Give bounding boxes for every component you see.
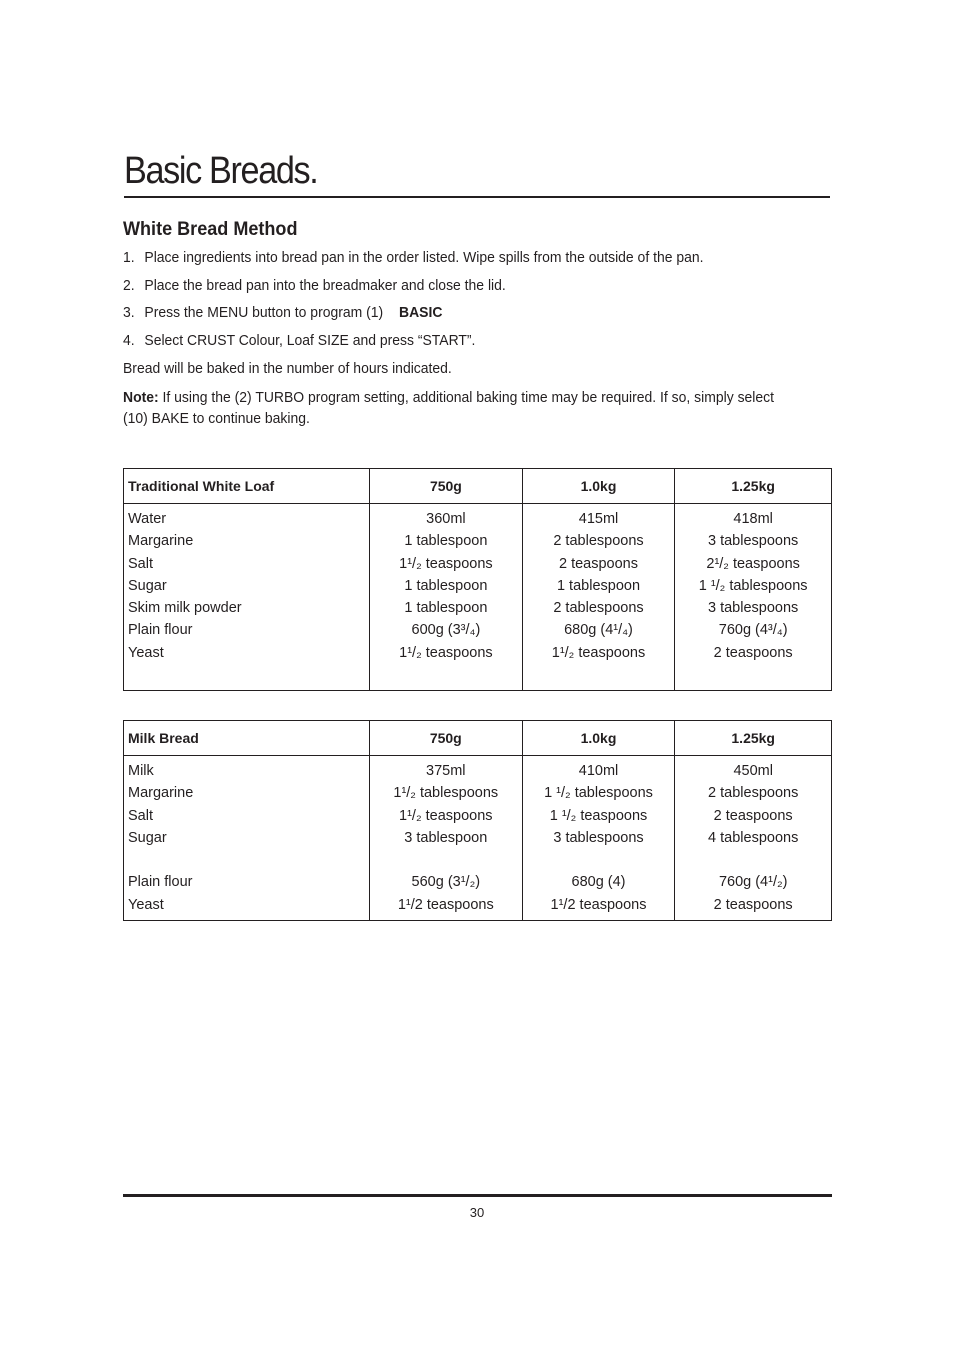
amount-value: 2 teaspoons (713, 644, 793, 661)
amount-value: 2 tablespoons (708, 785, 799, 802)
ingredient-name: Plain flour (128, 874, 193, 891)
amount-value: 360ml (426, 511, 466, 527)
section-heading: White Bread Method (123, 219, 298, 240)
table-header-row (124, 469, 832, 504)
step-number: 1. (123, 249, 135, 266)
amount-value: 2 tablespoons (553, 600, 644, 617)
amount-value: 3 tablespoon (404, 829, 488, 846)
amount-value: 415ml (578, 511, 619, 527)
amount-value: 1¹/₂ teaspoons (399, 807, 493, 824)
amount-value: 1 ¹/₂ tablespoons (698, 577, 808, 594)
size-header: 1.25kg (675, 469, 832, 504)
step-2 (123, 277, 506, 294)
table-header-row (124, 721, 832, 756)
amount-value: 1 tablespoon (404, 533, 488, 550)
amount-value: 600g (3³/₄) (411, 622, 481, 639)
table-title: Traditional White Loaf (124, 469, 370, 504)
amount-value: 2 teaspoons (713, 807, 793, 824)
amount-column-1kg (522, 756, 675, 921)
amount-column-1-25kg (675, 756, 832, 921)
amount-value: 680g (4) (571, 874, 626, 891)
step-text: Place the bread pan into the breadmaker and close the lid. (144, 277, 506, 294)
size-header: 1.25kg (675, 721, 832, 756)
amount-value: 410ml (578, 763, 619, 779)
ingredient-name: Margarine (128, 533, 194, 550)
size-header: 1.0kg (522, 469, 675, 504)
ingredient-name: Salt (128, 807, 153, 824)
amount-value: 1 ¹/₂ teaspoons (549, 807, 648, 824)
page-title: Basic Breads. (124, 150, 318, 192)
step-number: 3. (123, 304, 135, 321)
amount-value: 3 tablespoons (553, 829, 644, 846)
amount-value: 1¹/₂ teaspoons (551, 644, 646, 661)
title-divider (124, 196, 830, 198)
ingredient-name: Yeast (128, 896, 164, 913)
amount-value: 680g (4¹/₄) (564, 622, 633, 639)
amount-value: 1 ¹/₂ tablespoons (544, 785, 653, 802)
ingredient-name: Sugar (128, 829, 167, 846)
page-number: 30 (469, 1205, 485, 1220)
amount-value: 3 tablespoons (708, 600, 799, 617)
ingredient-name: Plain flour (128, 622, 193, 639)
step-number: 4. (123, 332, 135, 349)
amount-value: 2 tablespoons (553, 533, 644, 550)
ingredient-name: Salt (128, 555, 153, 572)
white-loaf-table (123, 468, 832, 691)
ingredient-column (124, 504, 370, 691)
step-1 (123, 249, 703, 266)
footer-divider (123, 1194, 832, 1197)
amount-value: 760g (4³/₄) (718, 622, 788, 639)
amount-value: 375ml (426, 763, 466, 779)
ingredient-name (124, 849, 369, 871)
amount-value: 1¹/2 teaspoons (397, 896, 494, 913)
amount-value (370, 849, 522, 871)
amount-column-1kg (522, 504, 675, 691)
amount-value: 560g (3¹/₂) (411, 874, 481, 891)
table-title: Milk Bread (124, 721, 370, 756)
amount-value: 3 tablespoons (708, 533, 799, 550)
milk-bread-table (123, 720, 832, 921)
ingredient-name: Milk (128, 763, 154, 779)
step-text: Place ingredients into bread pan in the order listed. Wipe spills from the outside of the pan. (144, 249, 704, 266)
amount-value: 760g (4¹/₂) (718, 874, 788, 891)
amount-value (523, 849, 675, 871)
amount-value: 1¹/₂ teaspoons (399, 644, 493, 661)
amount-column-750g (370, 504, 523, 691)
amount-value (675, 849, 831, 871)
amount-value: 4 tablespoons (708, 829, 799, 846)
amount-column-1-25kg (675, 504, 832, 691)
note-text: If using the (2) TURBO program setting, additional baking time may be required. If so, simply select (10) BAKE to continue baking. (123, 389, 775, 427)
amount-value: 1¹/2 teaspoons (550, 896, 647, 913)
program-name: BASIC (398, 304, 443, 321)
amount-value: 418ml (733, 511, 773, 527)
amount-value: 450ml (733, 763, 773, 779)
note-paragraph (123, 387, 793, 429)
ingredient-name: Margarine (128, 785, 194, 802)
amount-value: 1¹/₂ tablespoons (393, 785, 499, 802)
ingredient-name: Water (128, 511, 167, 527)
size-header: 1.0kg (522, 721, 675, 756)
amount-value: 1 tablespoon (556, 577, 641, 594)
amount-value: 1 tablespoon (404, 577, 488, 594)
amount-value: 1 tablespoon (404, 600, 488, 617)
step-text: Press the MENU button to program (1) (144, 304, 384, 321)
table-body-row (124, 504, 832, 691)
step-4 (123, 332, 475, 349)
amount-value: 1¹/₂ teaspoons (399, 555, 493, 572)
amount-value: 2¹/₂ teaspoons (706, 555, 800, 572)
ingredient-column (124, 756, 370, 921)
note-label: Note: (123, 389, 159, 406)
baked-text: Bread will be baked in the number of hours indicated. (123, 360, 452, 377)
step-number: 2. (123, 277, 135, 294)
amount-value: 2 teaspoons (558, 555, 638, 572)
size-header: 750g (369, 721, 522, 756)
ingredient-name: Yeast (128, 644, 164, 661)
size-header: 750g (370, 469, 523, 504)
table-body-row (124, 756, 832, 921)
amount-value: 2 teaspoons (713, 896, 793, 913)
step-3 (123, 304, 442, 321)
step-text: Select CRUST Colour, Loaf SIZE and press “START”. (144, 332, 476, 349)
ingredient-name: Sugar (128, 577, 167, 594)
ingredient-name: Skim milk powder (128, 600, 242, 617)
amount-column-750g (369, 756, 522, 921)
